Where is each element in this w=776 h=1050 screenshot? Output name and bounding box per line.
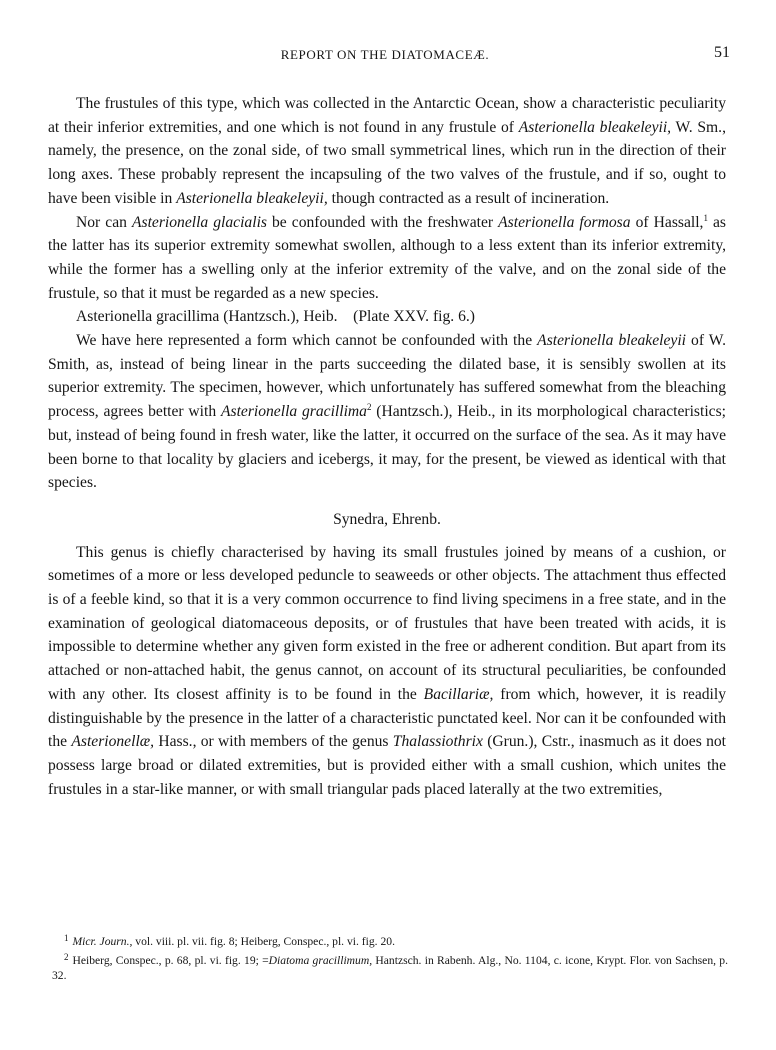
- taxon-name: Asterionella formosa: [498, 213, 631, 231]
- species-entry-heading: [48, 305, 726, 329]
- paragraph-3: We have here represented a form which cannot be confounded with the Asterionella bleakeleyii of W. Smith, as, instead of being linear in the parts succeeding the dilated base, it is sensibly swollen at its superior extremity. The specimen, however, which unfortunately has suffered somewhat from the bleaching process, agrees better with Asterionella gracillima$^2$ (Hantzsch.), Heib., in its morphological characteristics; but, instead of being found in fresh water, like the latter, it occurred on the surface of the sea. As it may have been borne to that locality by glaciers and icebergs, it may, for the present, be viewed as identical with that species.: [48, 332, 726, 492]
- taxon-name: Asterionella glacialis: [131, 213, 267, 231]
- page-number: 51: [714, 44, 730, 61]
- paragraph-1: The frustules of this type, which was collected in the Antarctic Ocean, show a characteristic peculiarity at their inferior extremities, and one which is not found in any frustule of Asterionella bleakeleyii, W. Sm., namely, the presence, on the zonal side, of two small symmetrical lines, which run in the direction of their long axes. These probably represent the incapsuling of the two valves of the frustule, and if so, ought to have been visible in Asterionella bleakeleyii, though contracted as a result of incineration.: [48, 95, 726, 207]
- paragraph-2: Nor can Asterionella glacialis be confounded with the freshwater Asterionella formosa of Hassall,$^1$ as the latter has its superior extremity somewhat swollen, although to a less extent than its inferior extremity, while the former has a swelling only at the inferior extremity of the valve, and on the zonal side of the frustule, so that it must be regarded as a new species.: [48, 212, 726, 302]
- taxon-name: Thalassiothrix: [392, 733, 483, 751]
- taxon-name: Asterionella bleakeleyii: [537, 332, 686, 350]
- taxon-name: Asterionellæ,: [71, 733, 155, 751]
- taxon-name: Asterionella bleakeleyii,: [518, 118, 672, 136]
- footnotes: [52, 931, 728, 984]
- footnote-ref: 2: [366, 402, 372, 413]
- page-header: [40, 44, 730, 66]
- taxon-name: Asterionella gracillima: [220, 403, 367, 421]
- species-authority: (Hantzsch.), Heib.: [219, 308, 338, 326]
- running-head: REPORT ON THE DIATOMACEÆ.: [280, 47, 490, 62]
- footnote-ref: 1: [703, 212, 708, 223]
- taxon-name: Asterionella bleakeleyii,: [176, 189, 328, 207]
- section-heading: Synedra, Ehrenb.: [333, 510, 441, 528]
- footnote-2: $^2$ Heiberg, Conspec., p. 68, pl. vi. fig. 19; =Diatoma gracillimum, Hantzsch. in Rabenh. Alg., No. 1104, c. icone, Krypt. Flor. von Sachsen, p. 32.: [52, 951, 729, 982]
- taxon-name: Bacillariæ,: [423, 685, 494, 703]
- plate-reference: (Plate XXV. fig. 6.): [353, 308, 475, 326]
- body-text: [48, 92, 726, 801]
- footnote-1: $^1$ Micr. Journ., vol. viii. pl. vii. fig. 8; Heiberg, Conspec., pl. vi. fig. 20.: [64, 933, 395, 948]
- paragraph-4: This genus is chiefly characterised by having its small frustules joined by means of a cushion, or sometimes of a more or less developed peduncle to seaweeds or other objects. The attachment thus effected is of a feeble kind, so that it is a very common occurrence to find living specimens in a free state, and in the examination of geological diatomaceous deposits, or of frustules that have been treated with acids, it is impossible to determine whether any given form existed in the free or adherent condition. But apart from its attached or non-attached habit, the genus cannot, on account of its structural peculiarities, be confounded with any other. Its closest affinity is to be found in the Bacillariæ, from which, however, it is readily distinguishable by the presence in the latter of a characteristic punctated keel. Nor can it be confounded with the Asterionellæ, Hass., or with members of the genus Thalassiothrix (Grun.), Cstr., inasmuch as it does not possess large broad or dilated extremities, but is provided either with a small cushion, which unites the frustules in a star-like manner, or with small triangular pads placed laterally at the two extremities,: [48, 543, 727, 798]
- species-title: Asterionella gracillima: [76, 308, 220, 326]
